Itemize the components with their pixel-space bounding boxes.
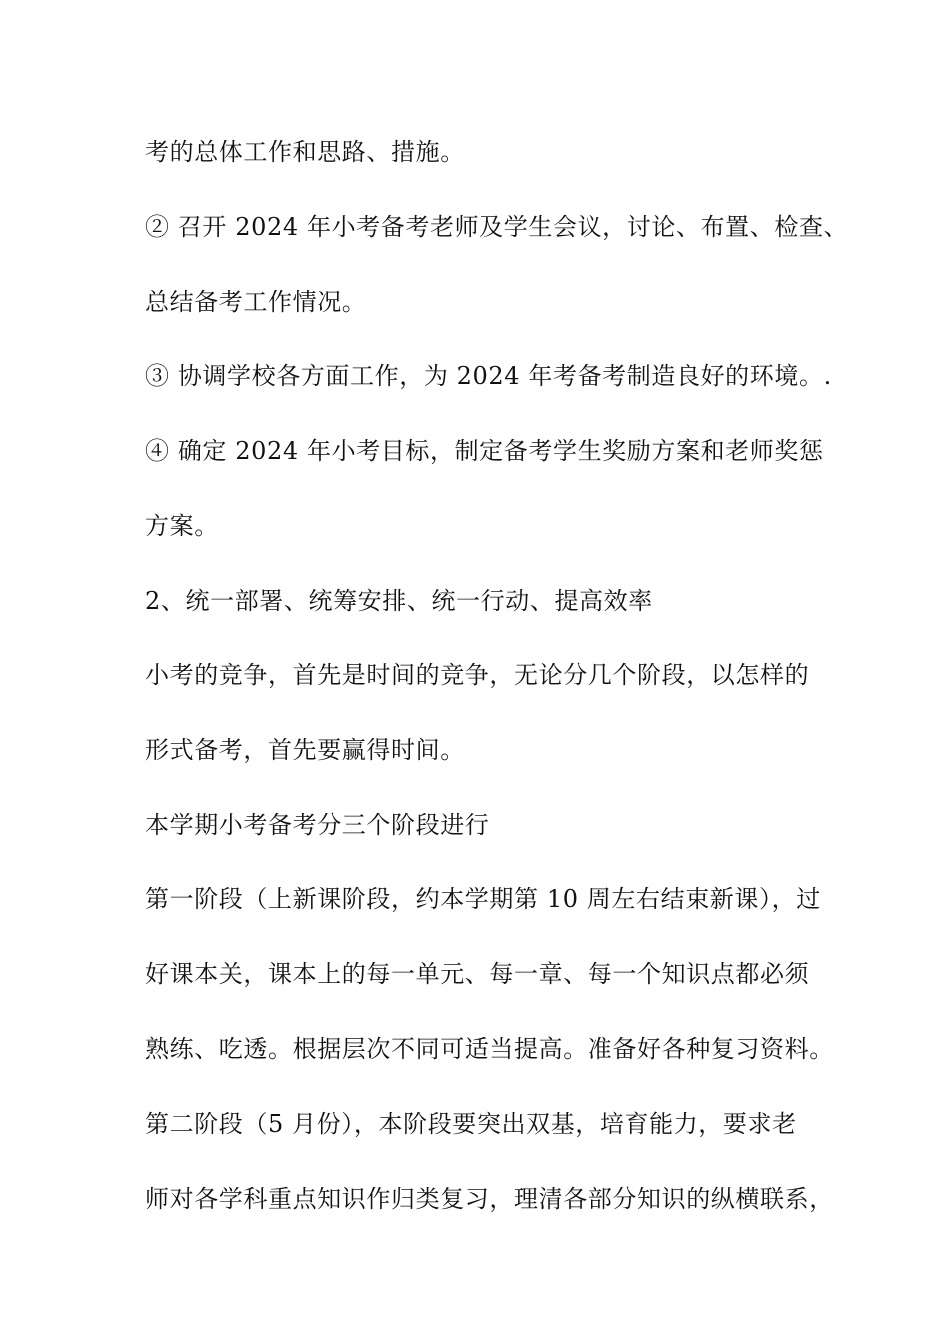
text-line-6: 方案。: [145, 512, 219, 540]
section-heading: 2、统一部署、统筹安排、统一行动、提高效率: [145, 587, 653, 615]
text-line-15: 师对各学科重点知识作归类复习，理清各部分知识的纵横联系，: [145, 1185, 834, 1213]
text-line-9: 形式备考，首先要赢得时间。: [145, 736, 465, 764]
text-line-1: 考的总体工作和思路、措施。: [145, 138, 465, 166]
text-line-5: ④ 确定 2024 年小考目标，制定备考学生奖励方案和老师奖惩: [145, 437, 824, 465]
text-line-14: 第二阶段（5 月份），本阶段要突出双基，培育能力，要求老: [145, 1110, 797, 1138]
text-line-11: 第一阶段（上新课阶段，约本学期第 10 周左右结束新课），过: [145, 885, 821, 913]
text-line-10: 本学期小考备考分三个阶段进行: [145, 811, 490, 839]
text-line-4: ③ 协调学校各方面工作，为 2024 年考备考制造良好的环境。.: [145, 362, 832, 390]
text-line-8: 小考的竞争，首先是时间的竞争，无论分几个阶段，以怎样的: [145, 661, 810, 689]
text-line-13: 熟练、吃透。根据层次不同可适当提高。准备好各种复习资料。: [145, 1035, 834, 1063]
text-line-12: 好课本关，课本上的每一单元、每一章、每一个知识点都必须: [145, 960, 810, 988]
text-line-2: ② 召开 2024 年小考备考老师及学生会议，讨论、布置、检查、: [145, 213, 849, 241]
text-line-3: 总结备考工作情况。: [145, 288, 367, 316]
